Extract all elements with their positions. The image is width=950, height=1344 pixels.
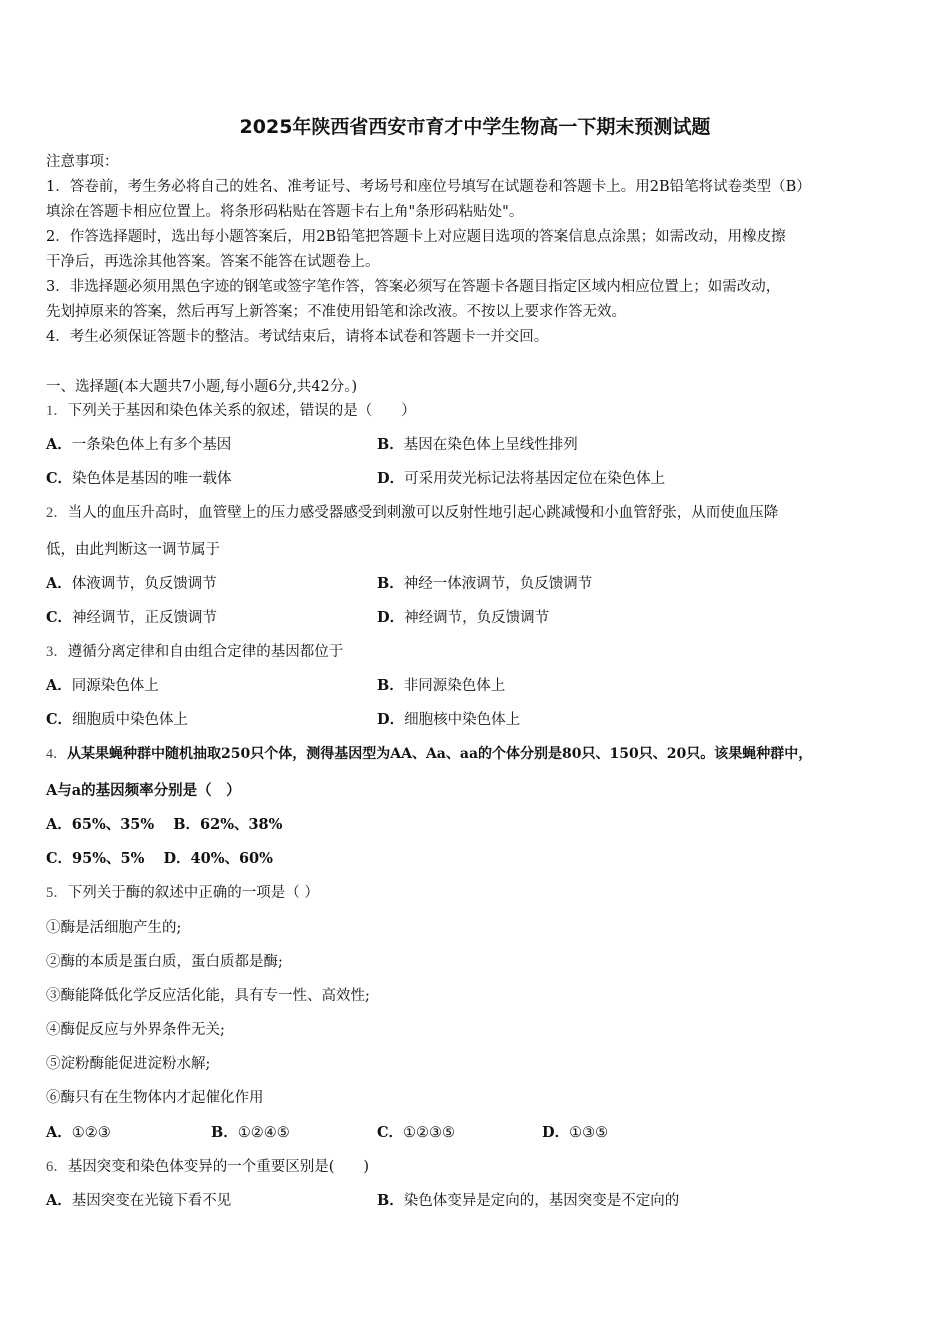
option-b: B．62%、38%	[173, 816, 283, 833]
option-c: C．染色体是基因的唯一载体	[46, 470, 232, 487]
option-d: D．细胞核中染色体上	[377, 711, 521, 728]
option-c: C．①②③⑤	[377, 1124, 456, 1141]
option-b: B．染色体变异是定向的，基因突变是不定向的	[377, 1192, 680, 1209]
question-number: 1．	[46, 403, 68, 419]
notice-line: 1．答卷前，考生务必将自己的姓名、准考证号、考场号和座位号填写在试题卷和答题卡上。用2B铅笔将试卷类型（B）	[46, 179, 811, 195]
option-a: A．基因突变在光镜下看不见	[46, 1192, 232, 1209]
statement-item: ①酶是活细胞产生的;	[46, 920, 182, 936]
option-row-cd	[46, 849, 273, 869]
question-stem: 遵循分离定律和自由组合定律的基因都位于	[67, 644, 344, 660]
question-number: 2．	[46, 505, 68, 521]
question-number: 5．	[46, 885, 68, 901]
option-d: D．神经调节，负反馈调节	[377, 609, 550, 626]
question-number: 4．	[46, 747, 67, 762]
question-stem-continued: A与a的基因频率分别是（ ）	[46, 782, 241, 799]
option-d: D．40%、60%	[163, 850, 273, 867]
question-2	[46, 503, 778, 523]
statement-item: ③酶能降低化学反应活化能，具有专一性、高效性;	[46, 988, 370, 1004]
exam-title: 2025年陕西省西安市育才中学生物高一下期末预测试题	[239, 116, 711, 138]
notice-line: 2．作答选择题时，选出每小题答案后，用2B铅笔把答题卡上对应题目选项的答案信息点涂黑；如需改动，用橡皮擦	[46, 229, 786, 245]
option-a: A．体液调节，负反馈调节	[46, 575, 217, 592]
statement-item: ②酶的本质是蛋白质，蛋白质都是酶;	[46, 954, 283, 970]
question-stem: 下列关于酶的叙述中正确的一项是（ ）	[67, 885, 319, 901]
option-d: D．①③⑤	[542, 1124, 609, 1141]
question-stem: 基因突变和染色体变异的一个重要区别是( )	[67, 1159, 370, 1175]
option-a: A．65%、35%	[46, 816, 155, 833]
option-b: B．基因在染色体上呈线性排列	[377, 436, 578, 453]
option-a: A．一条染色体上有多个基因	[46, 436, 232, 453]
notice-line: 干净后，再选涂其他答案。答案不能答在试题卷上。	[46, 254, 380, 270]
option-b: B．神经一体液调节，负反馈调节	[377, 575, 593, 592]
notice-line: 填涂在答题卡相应位置上。将条形码粘贴在答题卡右上角"条形码粘贴处"。	[46, 204, 524, 220]
statement-item: ⑤淀粉酶能促进淀粉水解;	[46, 1056, 211, 1072]
question-5	[46, 883, 319, 903]
option-d: D．可采用荧光标记法将基因定位在染色体上	[377, 470, 666, 487]
option-b: B．非同源染色体上	[377, 677, 506, 694]
option-row-ab	[46, 815, 282, 835]
question-number: 6．	[46, 1159, 68, 1175]
option-a: A．同源染色体上	[46, 677, 159, 694]
question-3	[46, 642, 343, 662]
notice-line: 先划掉原来的答案，然后再写上新答案；不准使用铅笔和涂改液。不按以上要求作答无效。	[46, 304, 626, 320]
option-c: C．细胞质中染色体上	[46, 711, 189, 728]
section-heading: 一、选择题(本大题共7小题,每小题6分,共42分。)	[46, 379, 358, 395]
option-c: C．神经调节，正反馈调节	[46, 609, 218, 626]
question-4	[46, 744, 812, 765]
statement-item: ④酶促反应与外界条件无关;	[46, 1022, 225, 1038]
option-a: A．①②③	[46, 1124, 111, 1141]
question-1	[46, 401, 416, 421]
question-number: 3．	[46, 644, 68, 660]
notice-line: 4．考生必须保证答题卡的整洁。考试结束后，请将本试卷和答题卡一并交回。	[46, 329, 549, 345]
question-6	[46, 1157, 369, 1177]
question-stem: 当人的血压升高时，血管壁上的压力感受器感受到刺激可以反射性地引起心跳减慢和小血管舒张，从而使血压降	[67, 505, 779, 521]
question-stem: 下列关于基因和染色体关系的叙述，错误的是（ ）	[67, 403, 416, 419]
option-c: C．95%、5%	[46, 850, 145, 867]
statement-item: ⑥酶只有在生物体内才起催化作用	[46, 1090, 264, 1106]
notice-heading: 注意事项：	[46, 154, 119, 170]
notice-line: 3．非选择题必须用黑色字迹的钢笔或签字笔作答，答案必须写在答题卡各题目指定区域内相应位置上；如需改动，	[46, 279, 781, 295]
question-stem: 从某果蝇种群中随机抽取250只个体，测得基因型为AA、Aa、aa的个体分别是80只、150只、20只。该果蝇种群中，	[67, 746, 813, 762]
option-b: B．①②④⑤	[211, 1124, 290, 1141]
question-stem-continued: 低，由此判断这一调节属于	[46, 542, 220, 558]
